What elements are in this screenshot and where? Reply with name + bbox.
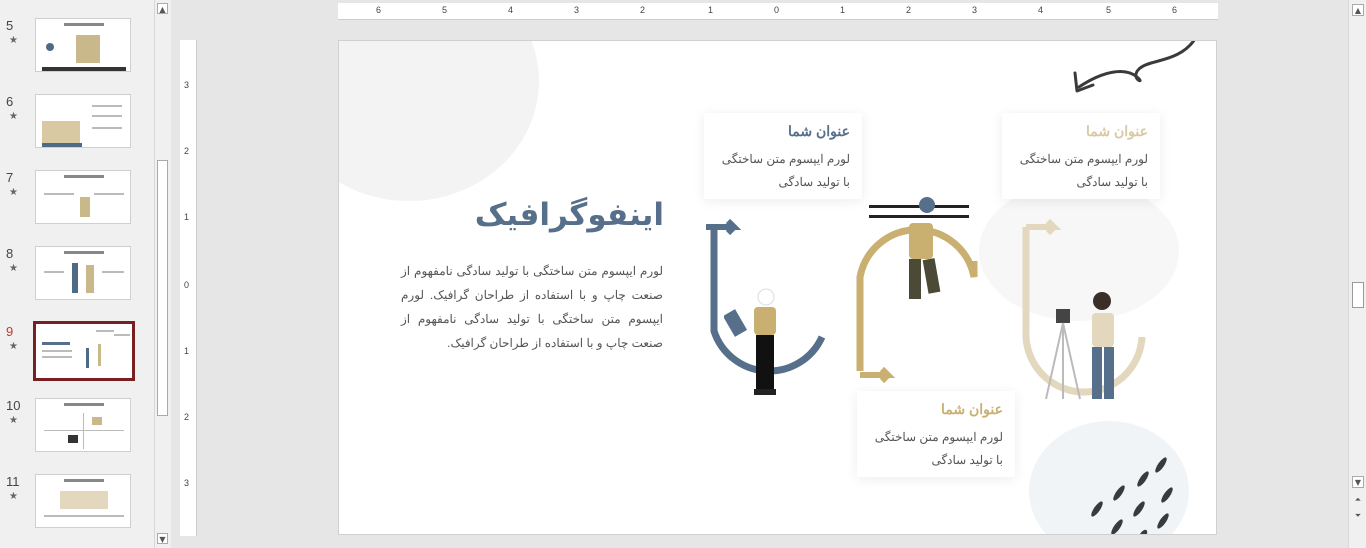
card-title: عنوان شما bbox=[1086, 123, 1148, 139]
info-card-blue[interactable] bbox=[704, 113, 862, 199]
slide-thumbnail[interactable] bbox=[35, 246, 131, 300]
info-card-beige[interactable] bbox=[1002, 113, 1160, 199]
thumbnail-item[interactable] bbox=[0, 18, 154, 78]
rain-drops-icon bbox=[1079, 451, 1189, 535]
slide-thumbnail[interactable] bbox=[35, 170, 131, 224]
vertical-ruler: 3 2 1 0 1 2 3 bbox=[180, 40, 197, 536]
thumbnail-item-selected[interactable] bbox=[0, 324, 154, 384]
slide-thumbnail[interactable] bbox=[35, 18, 131, 72]
background-blob bbox=[338, 40, 539, 201]
slide-scrollbar[interactable] bbox=[1348, 0, 1366, 548]
card-body-line: لورم ایپسوم متن ساختگی bbox=[721, 152, 850, 166]
thumbnail-scrollbar[interactable] bbox=[154, 0, 171, 548]
animation-star-icon: ★ bbox=[9, 491, 18, 502]
card-body-line: لورم ایپسوم متن ساختگی bbox=[874, 430, 1003, 444]
animation-star-icon: ★ bbox=[9, 35, 18, 46]
previous-slide-icon[interactable]: ⏶ bbox=[1354, 495, 1362, 504]
animation-star-icon: ★ bbox=[9, 415, 18, 426]
slide-thumbnail-pane bbox=[0, 0, 154, 548]
curly-arrow-icon bbox=[1059, 40, 1209, 105]
slide-number: 7 bbox=[6, 170, 14, 185]
slide-title[interactable]: اینفوگرافیک bbox=[474, 197, 664, 233]
info-card-gold[interactable] bbox=[857, 391, 1015, 477]
surveyor-illustration bbox=[1034, 289, 1134, 405]
slide-number: 5 bbox=[6, 18, 14, 33]
scroll-down-icon[interactable]: ▼ bbox=[157, 533, 168, 544]
slide-body-text[interactable]: لورم ایپسوم متن ساختگی با تولید سادگی نامفهوم از صنعت چاپ و با استفاده از طراحان گرافیک. لورم ایپسوم متن ساختگی با تولید سادگی نامفهوم از صنعت چاپ و با استفاده از طراحان گرافیک. bbox=[401, 264, 663, 350]
animation-star-icon: ★ bbox=[9, 187, 18, 198]
animation-star-icon: ★ bbox=[9, 111, 18, 122]
slide-number: 6 bbox=[6, 94, 14, 109]
scroll-up-icon[interactable]: ▲ bbox=[1352, 4, 1364, 16]
thumbnail-item[interactable] bbox=[0, 170, 154, 230]
slide-thumbnail[interactable] bbox=[33, 321, 135, 381]
slide-number: 9 bbox=[6, 324, 14, 339]
thumbnail-item[interactable] bbox=[0, 398, 154, 458]
next-slide-icon[interactable]: ⏷ bbox=[1354, 511, 1362, 520]
card-body-line: با تولید سادگی bbox=[931, 453, 1003, 467]
card-title: عنوان شما bbox=[788, 123, 850, 139]
slide-canvas[interactable] bbox=[338, 40, 1217, 535]
thumbnail-item[interactable] bbox=[0, 246, 154, 306]
card-title: عنوان شما bbox=[941, 401, 1003, 417]
scroll-down-icon[interactable]: ▼ bbox=[1352, 476, 1364, 488]
animation-star-icon: ★ bbox=[9, 263, 18, 274]
card-body-line: با تولید سادگی bbox=[778, 175, 850, 189]
slide-number: 10 bbox=[6, 398, 21, 413]
slide-number: 8 bbox=[6, 246, 14, 261]
card-body-line: با تولید سادگی bbox=[1076, 175, 1148, 189]
worker-woman-illustration bbox=[724, 285, 794, 405]
scroll-up-icon[interactable]: ▲ bbox=[157, 3, 168, 14]
scroll-thumb[interactable] bbox=[1352, 282, 1364, 308]
slide-thumbnail[interactable] bbox=[35, 398, 131, 452]
card-body-line: لورم ایپسوم متن ساختگی bbox=[1019, 152, 1148, 166]
scroll-thumb[interactable] bbox=[157, 160, 168, 416]
worker-carrying-beam-illustration bbox=[867, 193, 972, 309]
slide-number: 11 bbox=[6, 474, 20, 489]
horizontal-ruler: 6 5 4 3 2 1 0 1 2 3 4 5 6 bbox=[338, 3, 1218, 20]
slide-thumbnail[interactable] bbox=[35, 474, 131, 528]
slide-thumbnail[interactable] bbox=[35, 94, 131, 148]
thumbnail-item[interactable] bbox=[0, 474, 154, 534]
animation-star-icon: ★ bbox=[9, 341, 18, 352]
thumbnail-item[interactable] bbox=[0, 94, 154, 154]
